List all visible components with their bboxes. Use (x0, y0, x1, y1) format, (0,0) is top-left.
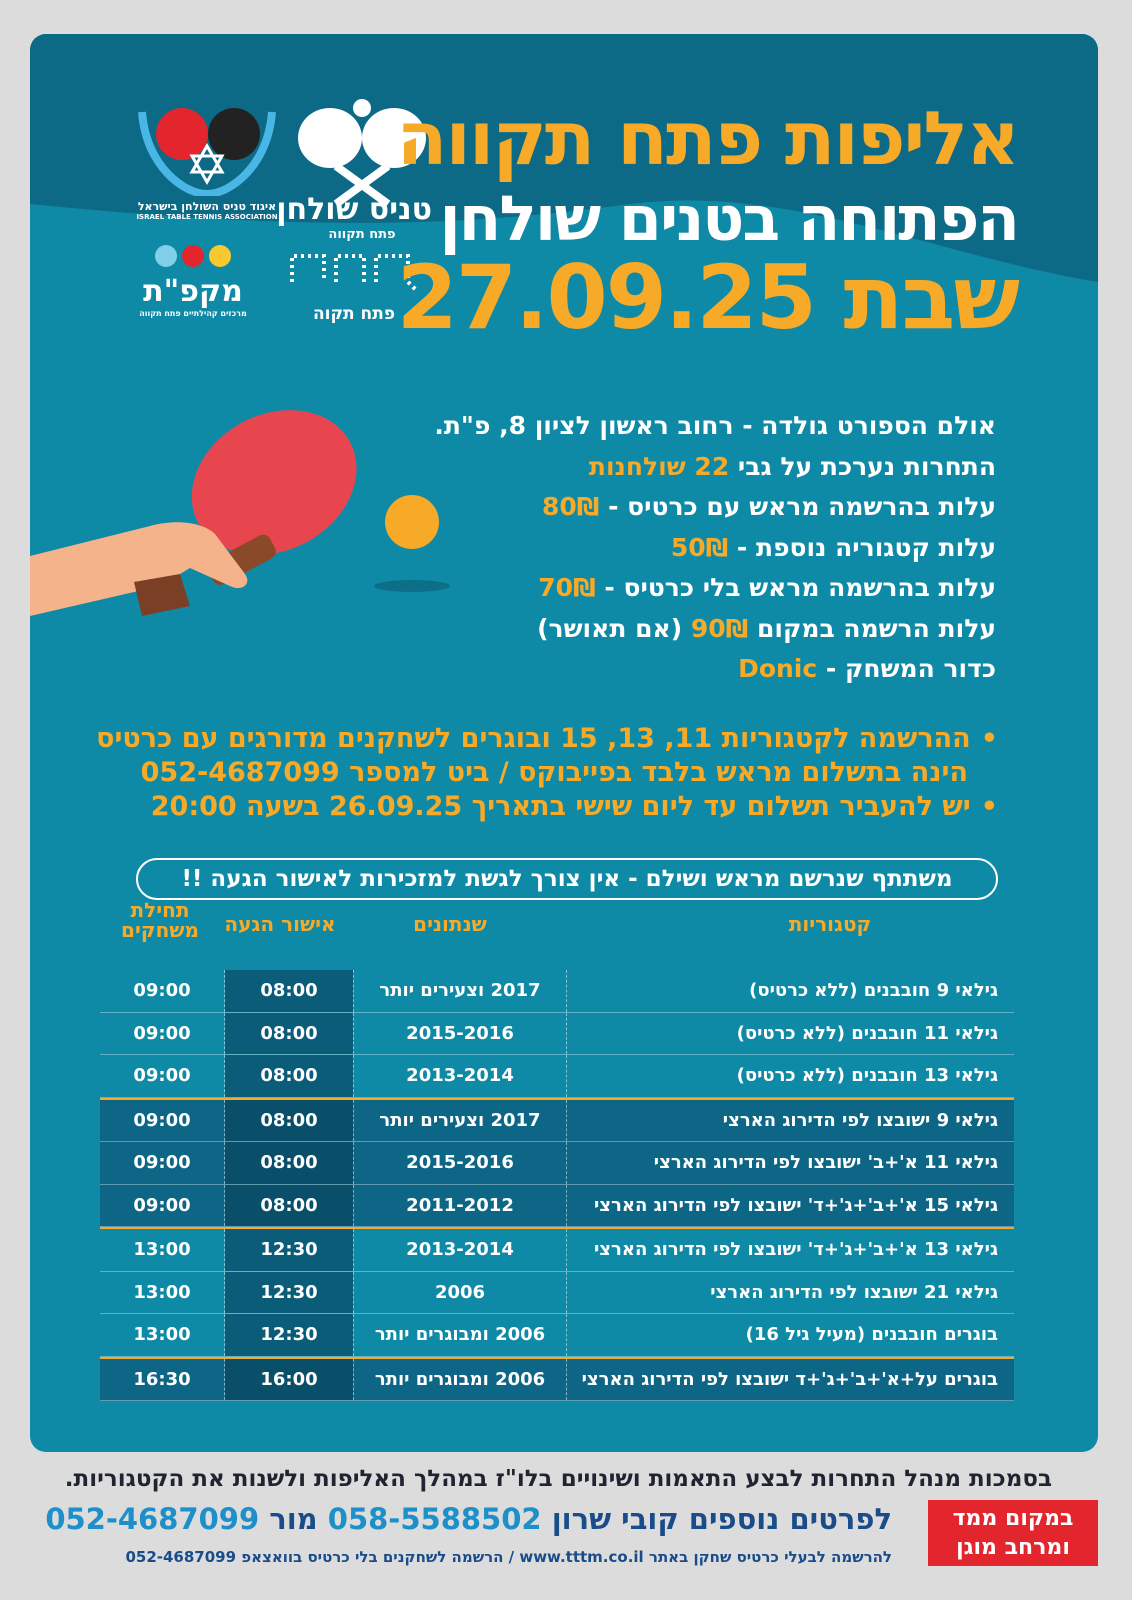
contact-line (45, 1502, 892, 1536)
cell-start: 13:00 (100, 1229, 225, 1271)
cell-start: 16:30 (100, 1359, 225, 1401)
cell-arrival: 12:30 (225, 1314, 353, 1356)
cell-arrival: 08:00 (225, 1013, 353, 1055)
cell-start: 09:00 (100, 1185, 225, 1227)
registration-line: להרשמה לבעלי כרטיס שחקן באתר www.tttm.co.il / הרשמה לשחקנים בלי כרטיס בוואצאפ 052-4687099 (125, 1548, 892, 1566)
cell-years: 2011-2012 (353, 1185, 567, 1227)
cell-arrival: 08:00 (225, 1185, 353, 1227)
cell-arrival: 12:30 (225, 1229, 353, 1271)
header-category: קטגוריות (788, 912, 872, 936)
info-line-venue: אולם הספורט גולדה - רחוב ראשון לציון 8, פ"ת. (434, 411, 996, 440)
bullet-dot-icon: • (980, 723, 998, 754)
notice-pill: משתתף שנרשם מראש ושילם - אין צורך לגשת למזכירות לאישור הגעה !! (136, 858, 998, 900)
cell-start: 09:00 (100, 1142, 225, 1184)
bullet-dot-icon: • (980, 791, 998, 822)
tt-logo-title: טניס שולחן (276, 192, 432, 227)
title-line1: אליפות פתח תקווה (396, 96, 1018, 182)
makefet-icons (138, 242, 248, 270)
registration-bullets (98, 722, 998, 824)
contact-phone-2[interactable]: 052-4687099 (45, 1502, 260, 1536)
cell-arrival: 12:30 (225, 1272, 353, 1314)
table-row (100, 970, 1014, 1013)
tt-logo-sub: פתח תקווה (328, 227, 396, 242)
cell-category: גילאי 11 חובבנים (ללא כרטיס) (736, 1022, 998, 1044)
cell-arrival: 08:00 (225, 1142, 353, 1184)
cell-years: 2013-2014 (353, 1229, 567, 1271)
cell-years: 2006 (353, 1272, 567, 1314)
info-line-ball: כדור המשחק - Donic (738, 654, 996, 683)
cell-years: 2006 ומבוגרים יותר (353, 1359, 567, 1401)
table-row (100, 1013, 1014, 1056)
poster-card (30, 34, 1098, 1452)
association-name: איגוד טניס השולחן בישראל (137, 200, 277, 213)
info-line-tables: התחרות נערכת על גבי 22 שולחנות (588, 451, 996, 481)
contact-name-2: מור (269, 1502, 318, 1536)
table-row (100, 1185, 1014, 1228)
association-logo (134, 106, 280, 221)
makefet-title: מקפ"ת (143, 274, 243, 309)
title-line2: הפתוחה בטנים שולחן (439, 182, 1018, 255)
association-name-en: ISRAEL TABLE TENNIS ASSOCIATION (136, 213, 278, 221)
info-line-price-extra: עלות קטגוריה נוספת - 50₪ (670, 532, 996, 562)
cell-category: בוגרים על+א'+ב'+ג'+ד ישובצו לפי הדירוג הארצי (581, 1368, 998, 1390)
hand-icon (30, 522, 247, 616)
cell-start: 13:00 (100, 1314, 225, 1356)
header-start: תחילת משחקים (121, 898, 199, 942)
table-row (100, 1359, 1014, 1402)
cell-category: גילאי 13 א'+ב'+ג'+ד' ישובצו לפי הדירוג הארצי (593, 1239, 998, 1261)
bullet-registration-cont: הינה בתשלום מראש בלבד בפייבוקס / ביט למספר 052-4687099 (140, 757, 968, 788)
cell-category: גילאי 21 ישובצו לפי הדירוג הארצי (710, 1281, 998, 1303)
bullet-payment: •יש להעביר תשלום עד ליום שישי בתאריך 26.09.25 בשעה 20:00 (150, 791, 998, 822)
cell-start: 09:00 (100, 970, 225, 1012)
city-name: פתח תקוה (312, 304, 396, 324)
cell-years: 2017 וצעירים יותר (353, 1100, 567, 1142)
cell-arrival: 08:00 (225, 1055, 353, 1097)
cell-start: 09:00 (100, 1013, 225, 1055)
cell-arrival: 08:00 (225, 970, 353, 1012)
cell-arrival: 16:00 (225, 1359, 353, 1401)
cell-category: גילאי 9 חובבנים (ללא כרטיס) (749, 980, 998, 1002)
info-line-price-onsite: עלות הרשמה במקום 90₪ (אם תאושר) (537, 613, 996, 643)
cell-years: 2015-2016 (353, 1142, 567, 1184)
table-row (100, 1055, 1014, 1098)
cell-category: גילאי 13 חובבנים (ללא כרטיס) (736, 1065, 998, 1087)
cell-years: 2015-2016 (353, 1013, 567, 1055)
title-date: שבת 27.09.25 (396, 246, 1018, 349)
header-arrival: אישור הגעה (224, 912, 336, 936)
info-line-price-nocard: עלות בהרשמה מראש בלי כרטיס - 70₪ (538, 573, 996, 602)
bullet-registration: •ההרשמה לקטגוריות 11, 13, 15 ובוגרים לשחקנים מדורגים עם כרטיס (96, 723, 998, 754)
header-years: שנתונים (413, 912, 487, 936)
cell-start: 09:00 (100, 1100, 225, 1142)
association-emblem-icon (134, 106, 280, 196)
table-row (100, 1100, 1014, 1143)
disclaimer: בסמכות מנהל התחרות לבצע התאמות ושינויים בלו"ז במהלך האליפות ולשנות את הקטגוריות. (64, 1466, 1052, 1492)
paddle-illustration (30, 406, 490, 626)
contact-label: לפרטים נוספים קובי שרון (551, 1502, 892, 1536)
cell-category: בוגרים חובבנים (מעיל גיל 16) (745, 1324, 998, 1346)
table-row (100, 1272, 1014, 1315)
cell-arrival: 08:00 (225, 1100, 353, 1142)
cell-start: 13:00 (100, 1272, 225, 1314)
shelter-badge (928, 1500, 1098, 1566)
ball-icon (385, 495, 439, 549)
table-row (100, 1229, 1014, 1272)
cell-category: גילאי 9 ישובצו לפי הדירוג הארצי (722, 1109, 998, 1131)
cell-start: 09:00 (100, 1055, 225, 1097)
cell-years: 2013-2014 (353, 1055, 567, 1097)
cell-years: 2006 ומבוגרים יותר (353, 1314, 567, 1356)
makefet-logo (138, 242, 248, 318)
table-row (100, 1314, 1014, 1357)
shelter-line-1: במקום ממד (952, 1506, 1074, 1531)
makefet-sub: מרכזים קהילתיים פתח תקווה (139, 309, 247, 318)
event-info (434, 406, 996, 690)
shelter-line-2: ומרחב מוגן (956, 1535, 1070, 1560)
cell-years: 2017 וצעירים יותר (353, 970, 567, 1012)
cell-category: גילאי 15 א'+ב'+ג'+ד' ישובצו לפי הדירוג הארצי (593, 1194, 998, 1216)
contact-phone-1[interactable]: 058-5588502 (327, 1502, 542, 1536)
schedule-table (100, 970, 1014, 1401)
table-row (100, 1142, 1014, 1185)
info-line-price-card: עלות בהרשמה מראש עם כרטיס - 80₪ (541, 492, 996, 521)
cell-category: גילאי 11 א'+ב' ישובצו לפי הדירוג הארצי (653, 1152, 998, 1174)
